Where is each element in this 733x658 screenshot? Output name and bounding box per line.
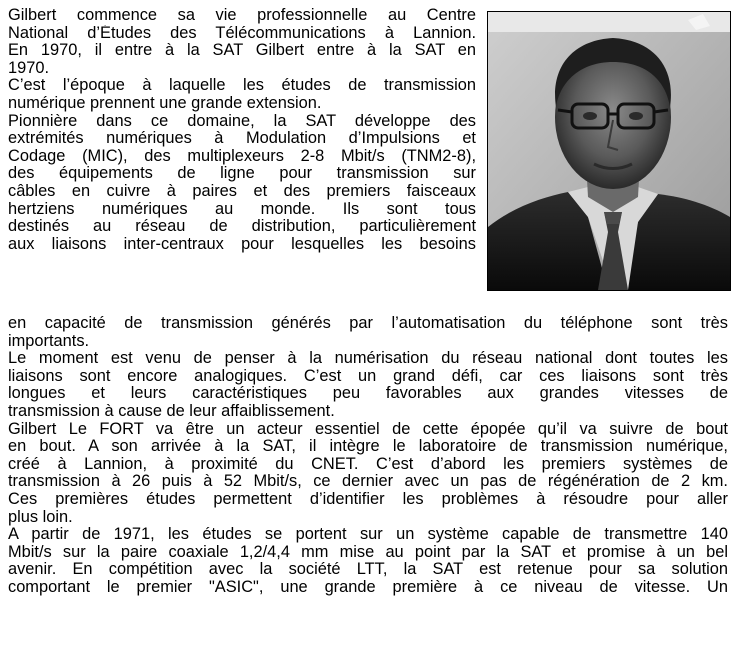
text-line: Ces premières études permettent d’identifier les problèmes à résoudre pour aller (8, 490, 728, 508)
paragraph-1971 (8, 526, 728, 596)
text-line: Codage (MIC), des multiplexeurs 2-8 Mbit/s (TNM2-8), (8, 147, 476, 165)
text-line: en capacité de transmission générés par l’automatisation du téléphone sont très (8, 315, 728, 332)
paragraph-intro (8, 7, 476, 77)
text-line: liaisons sont encore analogiques. C’est un grand défi, car ces liaisons sont très (8, 367, 728, 385)
paragraph-digitization (8, 350, 728, 420)
portrait-image (488, 12, 730, 290)
text-line: C’est l’époque à laquelle les études de transmission (8, 77, 476, 95)
text-line: Gilbert commence sa vie professionnelle au Centre (8, 7, 476, 24)
text-line: destinés au réseau de distribution, particulièrement (8, 218, 476, 236)
text-line: A partir de 1971, les études se portent sur un système capable de transmettre 140 (8, 526, 728, 544)
text-line: longues et leurs caractéristiques peu favorables aux grandes vitesses de (8, 385, 728, 403)
text-full-width (8, 315, 728, 597)
text-line: numérique prennent une grande extension. (8, 94, 322, 112)
text-line: 1970. (8, 59, 50, 77)
text-line: Mbit/s sur la paire coaxiale 1,2/4,4 mm mise au point par la SAT et promise à un bel (8, 543, 728, 561)
text-line: extrémités numériques à Modulation d’Impulsions et (8, 130, 476, 148)
paragraph-epoch (8, 77, 476, 112)
text-line: plus loin. (8, 508, 73, 526)
text-line: câbles en cuivre à paires et des premiers faisceaux (8, 182, 476, 200)
text-line: des équipements de ligne pour transmission sur (8, 165, 476, 183)
portrait-photo (487, 11, 731, 291)
paragraph-pioneer-continued (8, 315, 728, 350)
paragraph-pioneer (8, 113, 476, 254)
text-line: importants. (8, 332, 90, 350)
text-line: avenir. En compétition avec la société LTT, la SAT est retenue pour sa solution (8, 561, 728, 579)
text-line: transmission à cause de leur affaiblissement. (8, 402, 335, 420)
text-line: en bout. A son arrivée à la SAT, il intègre le laboratoire de transmission numérique, (8, 438, 728, 456)
paragraph-gilbert-role (8, 421, 728, 527)
text-line: Gilbert Le FORT va être un acteur essentiel de cette épopée qu’il va suivre de bout (8, 420, 728, 438)
text-line: aux liaisons inter-centraux pour lesquelles les besoins (8, 235, 476, 253)
text-column-beside-photo (8, 7, 476, 253)
text-line: hertziens numériques au monde. Ils sont tous (8, 200, 476, 218)
text-line: Le moment est venu de penser à la numérisation du réseau national dont toutes les (8, 350, 728, 368)
text-line: En 1970, il entre à la SAT Gilbert entre à la SAT en (8, 42, 476, 60)
text-line: transmission à 26 puis à 52 Mbit/s, ce dernier avec un pas de régénération de 2 km. (8, 473, 728, 491)
text-line: créé à Lannion, à proximité du CNET. C’est d’abord les premiers systèmes de (8, 455, 728, 473)
text-line: comportant le premier "ASIC", une grande première à ce niveau de vitesse. Un (8, 578, 728, 596)
text-line: National d’Études des Télécommunications à Lannion. (8, 24, 476, 42)
text-line: Pionnière dans ce domaine, la SAT développe des (8, 112, 476, 130)
